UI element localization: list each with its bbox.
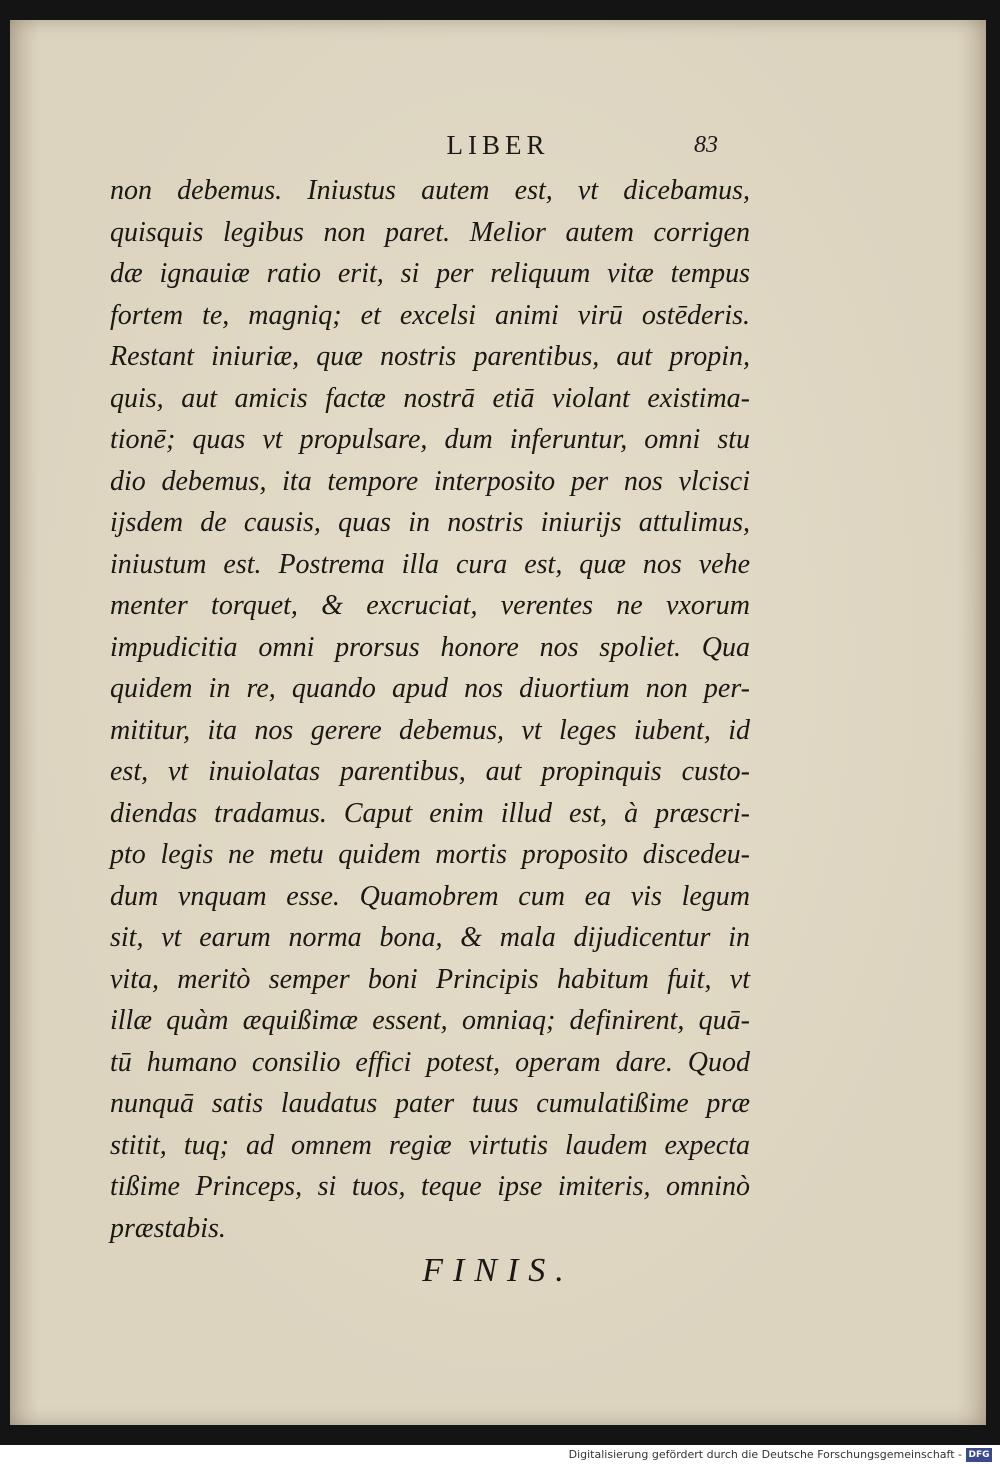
running-head: LIBER bbox=[446, 130, 550, 160]
text-line: pto legis ne metu quidem mortis proposito discedeu- bbox=[110, 839, 750, 870]
text-line: nunquā satis laudatus pater tuus cumulatißime præ bbox=[110, 1088, 750, 1119]
text-line: tū humano consilio effici potest, operam dare. Quod bbox=[110, 1046, 750, 1078]
text-line: Restant iniuriæ, quæ nostris parentibus, aut propin, bbox=[110, 341, 750, 372]
folio-number: 83 bbox=[694, 132, 718, 158]
text-line: dum vnquam esse. Quamobrem cum ea vis legum bbox=[110, 880, 750, 912]
credit-text: Digitalisierung gefördert durch die Deutsche Forschungsgemeinschaft - bbox=[568, 1448, 962, 1461]
text-line: sit, vt earum norma bona, & mala dijudicentur in bbox=[110, 922, 750, 953]
text-line: quisquis legibus non paret. Melior autem corrigen bbox=[110, 216, 750, 248]
text-line: stitit, tuq; ad omnem regiæ virtutis laudem expecta bbox=[110, 1129, 750, 1161]
body-text bbox=[110, 170, 750, 1249]
text-line: dio debemus, ita tempore interposito per nos vlcisci bbox=[110, 465, 750, 497]
text-line: iniustum est. Postrema illa cura est, quæ nos vehe bbox=[110, 548, 750, 580]
finis-colophon: FINIS. bbox=[422, 1252, 574, 1289]
dfg-logo-icon: DFG bbox=[966, 1448, 992, 1462]
text-line: menter torquet, & excruciat, verentes ne vxorum bbox=[110, 590, 750, 621]
text-line: fortem te, magniq; et excelsi animi virū ostēderis. bbox=[110, 299, 750, 331]
text-line: est, vt inuiolatas parentibus, aut propinquis custo- bbox=[110, 756, 750, 787]
text-line: tionē; quas vt propulsare, dum inferuntur, omni stu bbox=[110, 424, 750, 455]
digitization-credit-bar bbox=[0, 1445, 1000, 1465]
text-line: impudicitia omni prorsus honore nos spoliet. Qua bbox=[110, 631, 750, 663]
text-line: quis, aut amicis factæ nostrā etiā violant existima- bbox=[110, 382, 750, 414]
text-line: tißime Princeps, si tuos, teque ipse imiteris, omninò bbox=[110, 1171, 750, 1202]
page-header bbox=[10, 130, 986, 170]
text-line: non debemus. Iniustus autem est, vt dicebamus, bbox=[110, 175, 750, 206]
text-line: illæ quàm æquißimæ essent, omniaq; definirent, quā- bbox=[110, 1005, 750, 1036]
text-line: quidem in re, quando apud nos diuortium non per- bbox=[110, 673, 750, 704]
text-line: ijsdem de causis, quas in nostris iniurijs attulimus, bbox=[110, 507, 750, 538]
text-line: mititur, ita nos gerere debemus, vt leges iubent, id bbox=[110, 714, 750, 746]
text-line: præstabis. bbox=[110, 1212, 226, 1244]
book-page bbox=[10, 20, 986, 1425]
text-line: vita, meritò semper boni Principis habitum fuit, vt bbox=[110, 963, 750, 995]
text-line: dæ ignauiæ ratio erit, si per reliquum vitæ tempus bbox=[110, 258, 750, 289]
text-line: diendas tradamus. Caput enim illud est, à præscri- bbox=[110, 797, 750, 829]
